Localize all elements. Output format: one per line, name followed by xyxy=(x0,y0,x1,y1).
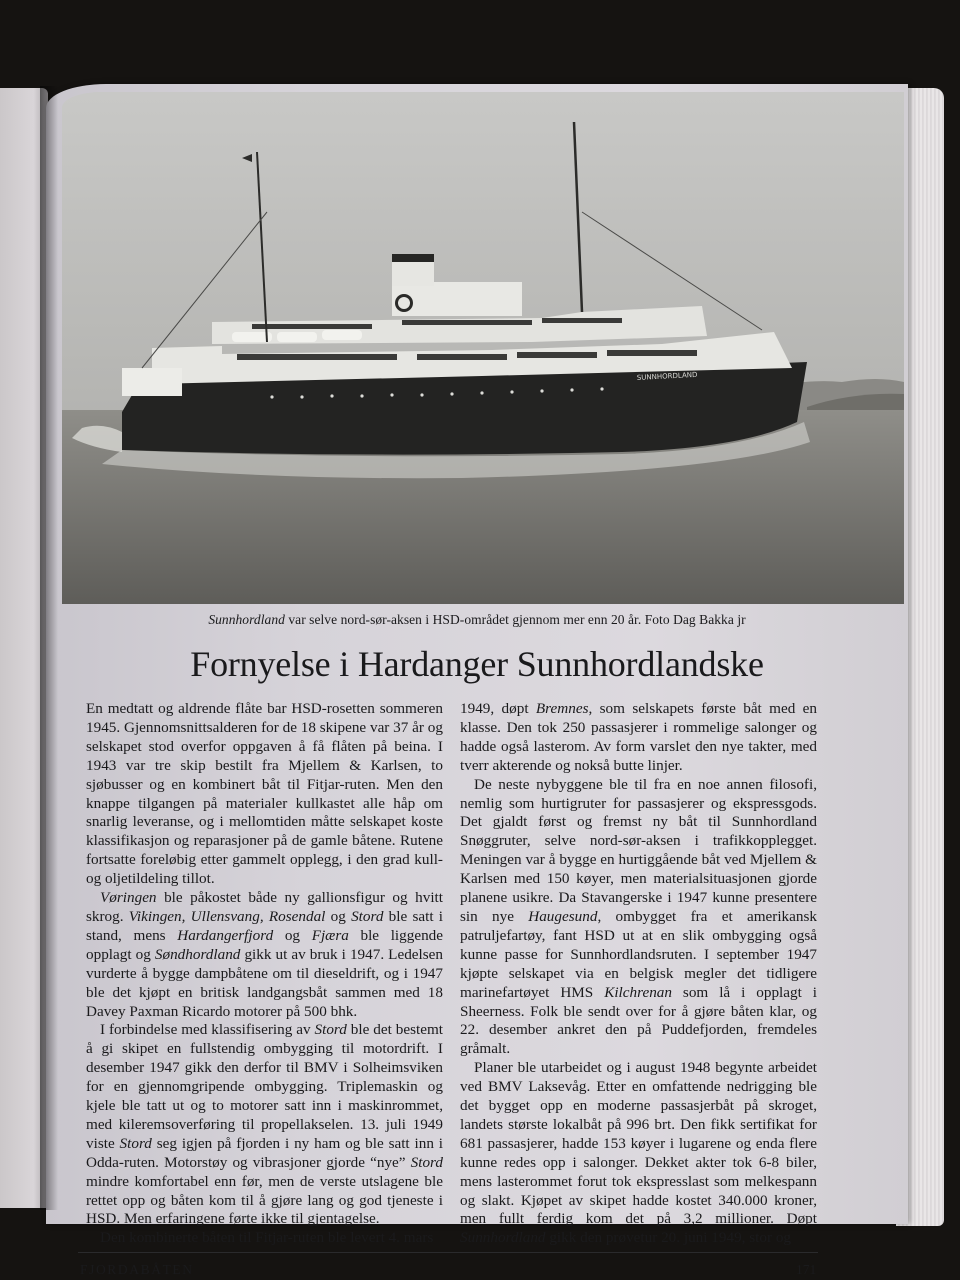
text-column-right xyxy=(460,700,817,1248)
paragraph xyxy=(86,889,443,1021)
text-run: , ombygget fra et amerikansk patruljefartøy, fant HSD ut at en slik ombygging også kunne passe for Sunnhordlandsruten. I september 1947 kjøpte selskapet via en belgisk megler det tidligere marinefartøyet HMS xyxy=(460,907,817,1001)
hull-lettering: SUNNHORDLAND xyxy=(636,370,698,382)
text-run: ble satt i stand, mens xyxy=(86,907,443,944)
italic-run: Vikingen, Ullensvang, Rosendal xyxy=(128,907,326,925)
italic-run: Stord xyxy=(410,1153,443,1171)
text-run: Planer ble utarbeidet og i august 1948 begynte arbeidet ved BMV Laksevåg. Etter en omfattende nedrigging ble det bygget opp en moderne passasjerbåt på skroget, landets største lokalbåt på 996 brt. Den fikk sertifikat for 681 passasjerer, hadde 153 køyer i lugarene og enda flere kunne redes opp i salonger. Dekket akter tok 6-8 biler, mens lasterommet forut tok ekspresslast som melkespann og slakt. Kjøpet av skipet hadde kostet 340.000 kroner, men fullt ferdig kom det på 3,2 millioner. Døpt xyxy=(460,1059,817,1228)
footer-rule xyxy=(78,1252,818,1253)
ship-photo xyxy=(62,92,904,604)
italic-run: Søndhordland xyxy=(154,945,241,963)
italic-run: Stord xyxy=(314,1021,347,1039)
text-run: I forbindelse med klassifisering av xyxy=(100,1021,315,1039)
italic-run: Fjæra xyxy=(311,926,349,944)
text-run: og xyxy=(273,926,312,944)
italic-run: Stord xyxy=(119,1134,152,1152)
text-run: ble påkostet både ny gallionsfigur og hvitt skrog. xyxy=(86,889,443,925)
italic-run: Bremnes xyxy=(535,700,589,717)
paragraph xyxy=(460,776,817,1060)
text-run: ble det bestemt å gi skipet en fullstendig ombygging til motordrift. I desember 1947 gikk den derfor til BMV i Solheimsviken for en gjennomgripende ombygging. Triplemaskin og kjele ble tatt ut og to motorer satt inn i maskinrommet, med kileremsoverføring til propellakselen. 13. juli 1949 viste xyxy=(86,1021,443,1152)
paragraph xyxy=(86,1021,443,1229)
caption-text: var selve nord-sør-aksen i HSD-området gjennom mer enn 20 år. Foto Dag Bakka jr xyxy=(284,612,746,627)
text-run: og xyxy=(325,907,352,925)
text-run: som lå i opplagt i Sheerness. Folk ble sendt over for å gjøre båten klar, og 22. desember ankret den på Puddefjorden, fremdeles gråmalt. xyxy=(460,983,817,1058)
text-run: 1949, døpt xyxy=(460,700,536,717)
text-run: gikk den prøvetur 20. juni 1949, stor og xyxy=(545,1229,792,1247)
italic-run: Stord xyxy=(351,907,384,925)
text-run: Den kombinerte båten til Fitjar-ruten ble levert 4. mars xyxy=(100,1229,434,1247)
italic-run: Kilchrenan xyxy=(604,983,672,1001)
italic-run: Haugesund xyxy=(528,907,598,925)
photo-caption xyxy=(46,612,908,628)
text-run: De neste nybyggene ble til fra en noe annen filosofi, nemlig som hurtigruter for passasjerer og ekspressgods. Det gjaldt først og fremst ny båt til Sunnhordland Snøggruter, selve nord-sør-aksen i trafikkopplegget. Meningen var å bygge en hurtiggående båt ved Mjellem & Karlsen med 150 køyer, men materialsituasjonen gjorde planene usikre. Da Stavangerske i 1947 kunne presentere sin nye xyxy=(460,775,817,925)
article-title: Fornyelse i Hardanger Sunnhordlandske xyxy=(190,644,764,684)
page-number: 171 xyxy=(796,1262,817,1277)
book-page xyxy=(46,84,908,1277)
running-head: FJORDABÅTEN xyxy=(80,1262,194,1277)
text-run: mindre komfortabel enn før, men de verste utslagene ble rettet opp og båten kom til å gjøre lang og god tjeneste i HSD. Men erfaringene førte ikke til gjentagelse. xyxy=(86,1172,443,1228)
paragraph xyxy=(460,1059,817,1248)
text-run: En medtatt og aldrende flåte bar HSD-rosetten sommeren 1945. Gjennomsnittsalderen for de 18 skipene var 37 år og selskapet stod overfor oppgaven å få flåten på beina. I 1943 var tre skip bestilt fra Mjellem & Karlsen, to sjøbusser og en kombinert båt til Fitjar-ruten. Men den knappe tilgangen på materialer kullkastet alle håp om snarlig leveranse, og i mellomtiden måtte selskapet koste klassifikasjon og reparasjoner på de gamle båtene. Rutene fortsatte foreløbig etter gammelt opplegg, i den grad kull- og oljetildeling tillot. xyxy=(86,700,443,888)
italic-run: Vøringen xyxy=(100,889,157,907)
caption-ship-name: Sunnhordland xyxy=(208,612,285,627)
gutter-shadow xyxy=(40,86,58,1210)
text-run: , som selskapets første båt med en klasse. Den tok 250 passasjerer i rommelige salonger og hadde også lasterom. Av form varslet den nye takter, med tverr akterende og nokså butte linjer. xyxy=(460,700,817,774)
text-run: ble liggende opplagt og xyxy=(86,926,444,963)
italic-run: Sunnhordland xyxy=(460,1229,546,1247)
italic-run: Hardangerfjord xyxy=(177,926,274,944)
paragraph xyxy=(86,700,443,889)
text-column-left xyxy=(86,700,443,1248)
text-run: gikk ut av bruk i 1947. Ledelsen vurderte å bygge dampbåtene om til dieseldrift, og i 1947 ble det kjøpt en britisk landgangsbåt sammen med 18 Davey Paxman Ricardo motorer på 500 bhk. xyxy=(86,945,444,1020)
text-run: seg igjen på fjorden i ny ham og ble satt inn i Odda-ruten. Motorstøy og vibrasjoner gjorde “nye” xyxy=(86,1134,443,1171)
paragraph xyxy=(86,1229,443,1248)
paragraph xyxy=(460,700,817,776)
